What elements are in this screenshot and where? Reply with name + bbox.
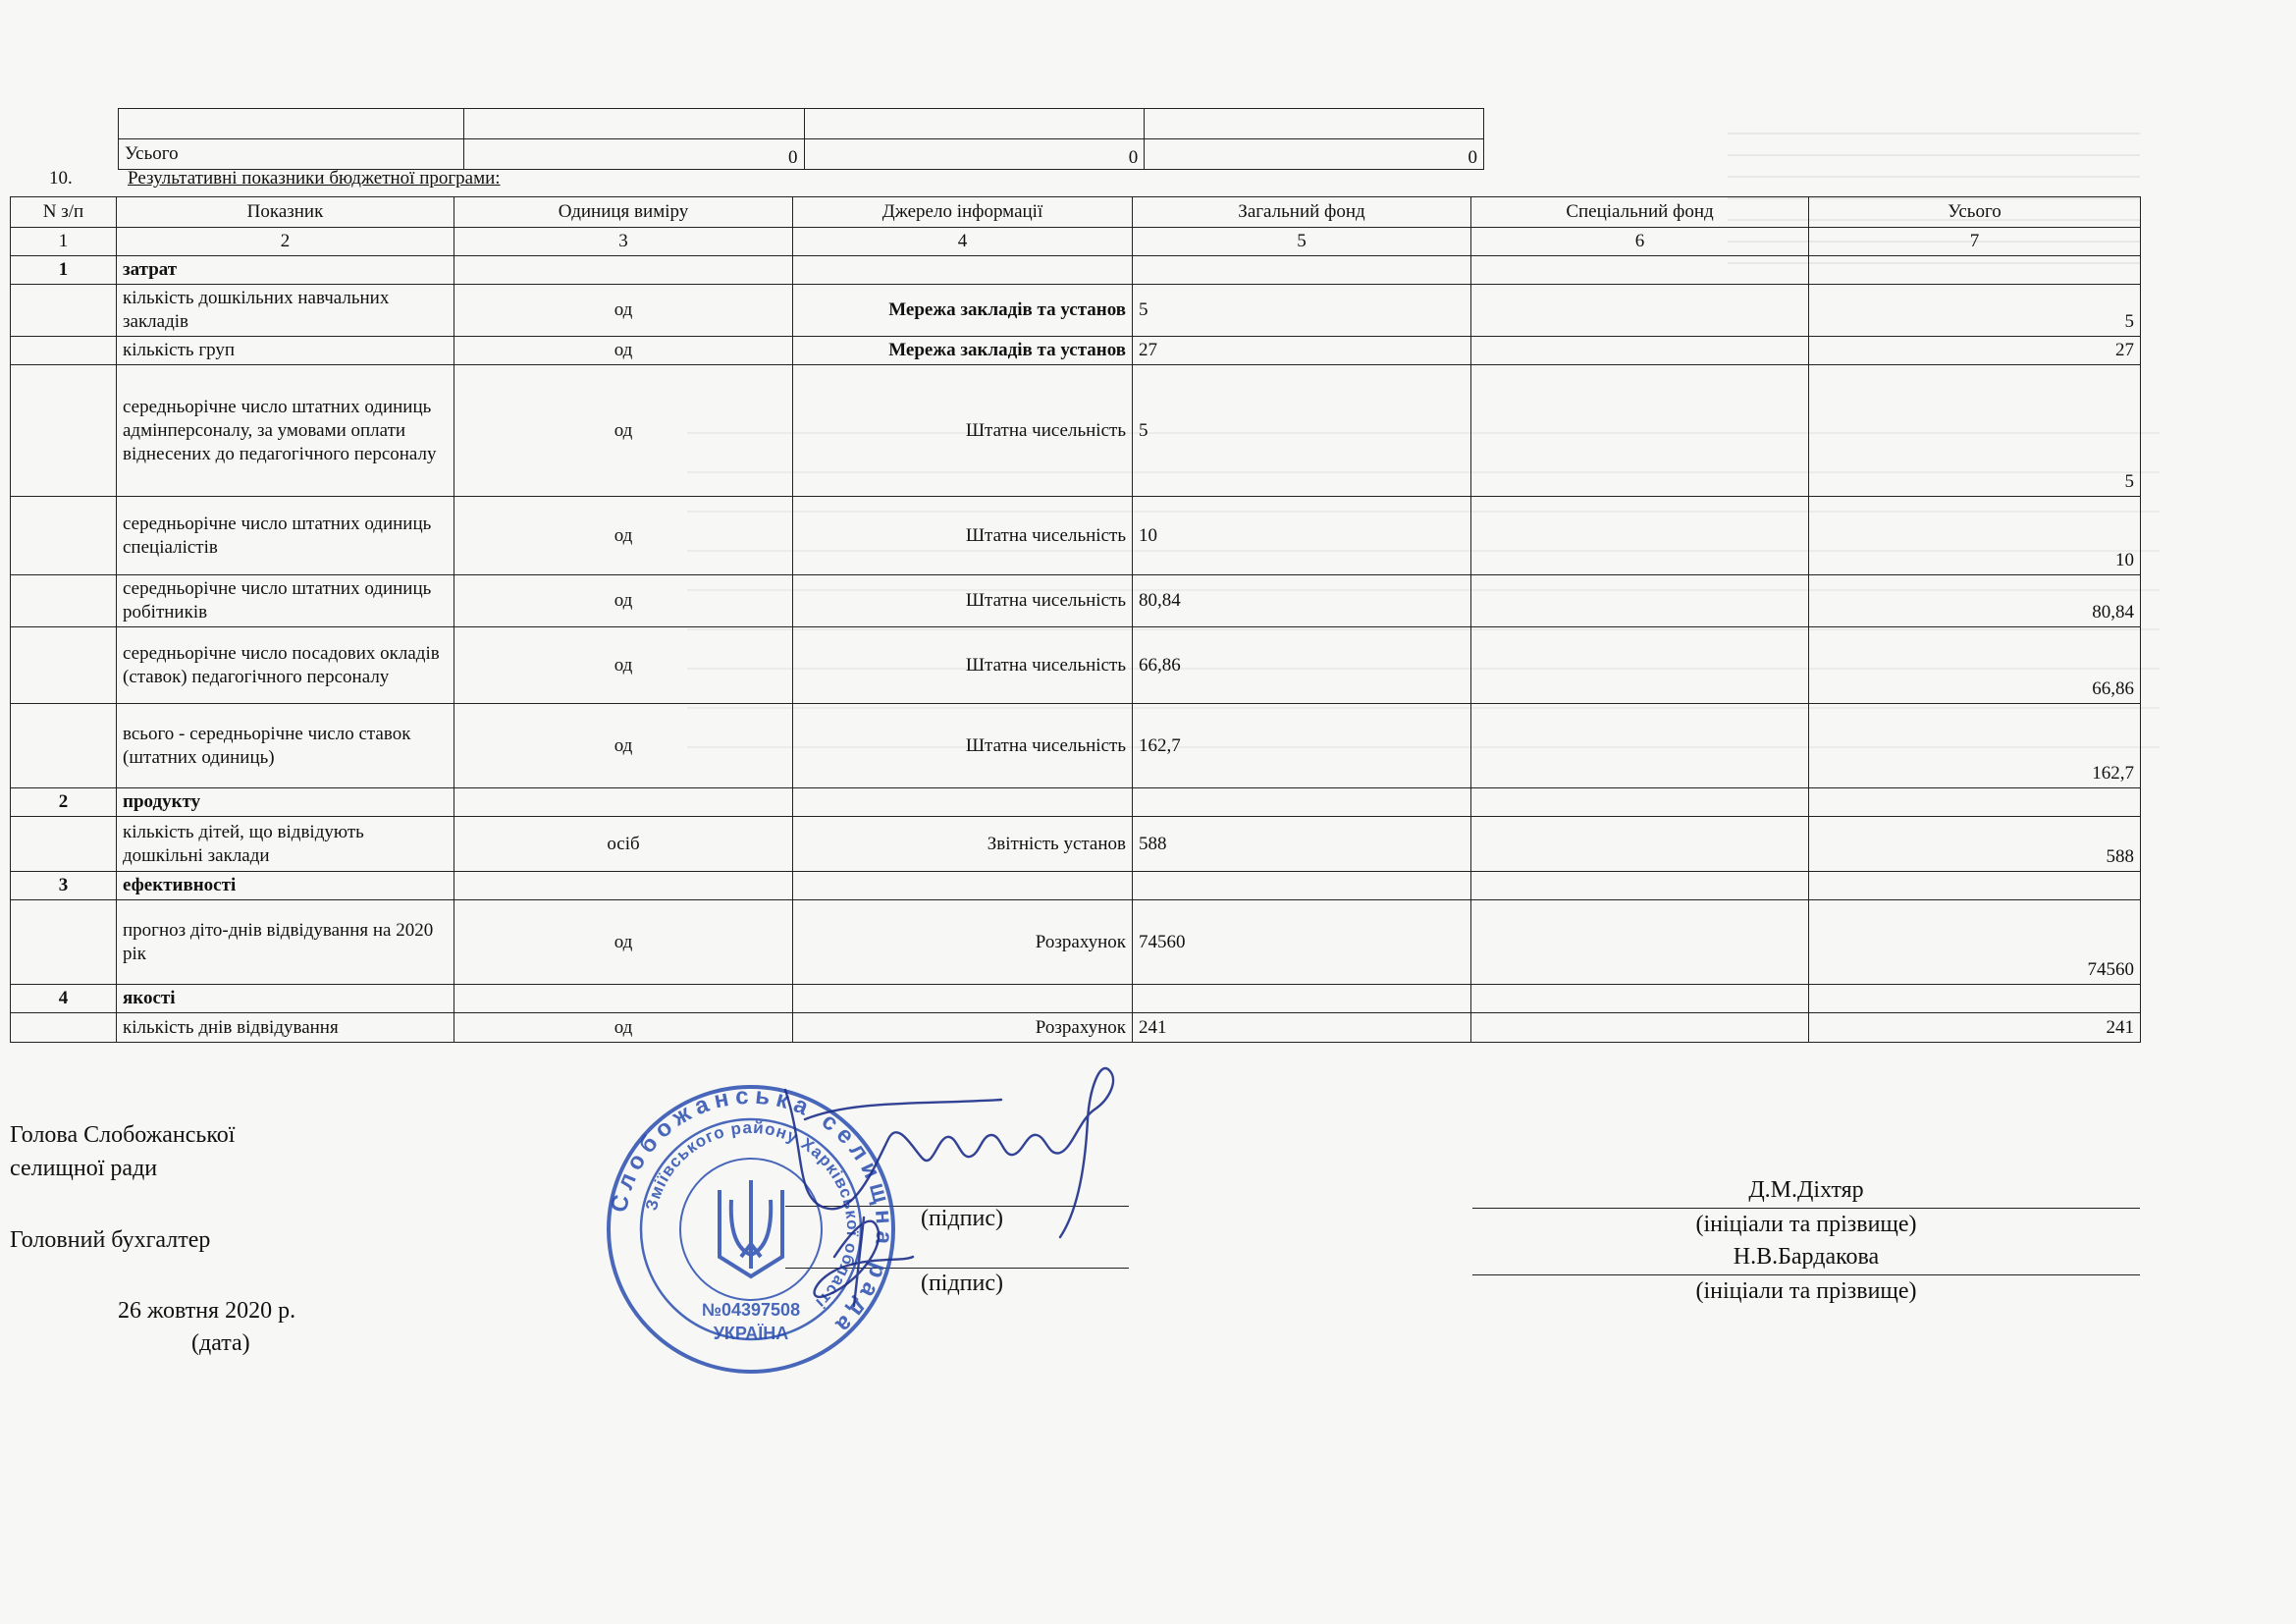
header-cell: Усього — [1809, 197, 2141, 228]
table-row — [11, 575, 2141, 627]
table-row — [11, 337, 2141, 365]
header-cell: Загальний фонд — [1133, 197, 1471, 228]
indicator-name-cell: середньорічне число посадових окладів (ставок) педагогічного персоналу — [117, 627, 454, 704]
total-cell: 162,7 — [1809, 704, 2141, 788]
index-cell: 2 — [117, 228, 454, 256]
number-cell — [11, 704, 117, 788]
date-caption: (дата) — [191, 1330, 250, 1356]
unit-cell: од — [454, 337, 793, 365]
unit-cell: од — [454, 900, 793, 985]
number-cell — [11, 365, 117, 497]
empty-cell — [454, 788, 793, 817]
special-fund-cell — [1471, 704, 1809, 788]
table-row — [11, 627, 2141, 704]
header-cell: Спеціальний фонд — [1471, 197, 1809, 228]
stamp-outer-text: Слобожанська селищна рада — [605, 1082, 898, 1342]
general-fund-cell: 241 — [1133, 1013, 1471, 1043]
index-cell: 3 — [454, 228, 793, 256]
empty-cell — [793, 985, 1133, 1013]
group-row — [11, 788, 2141, 817]
group-number-cell: 1 — [11, 256, 117, 285]
totals-cell-empty — [1145, 109, 1484, 139]
total-cell: 10 — [1809, 497, 2141, 575]
index-cell: 1 — [11, 228, 117, 256]
unit-cell: од — [454, 285, 793, 337]
head-name: Д.М.Діхтяр — [1748, 1177, 1864, 1203]
number-cell — [11, 497, 117, 575]
empty-cell — [1471, 256, 1809, 285]
table-row — [11, 1013, 2141, 1043]
accountant-name: Н.В.Бардакова — [1733, 1244, 1880, 1270]
source-cell: Мережа закладів та установ — [793, 285, 1133, 337]
special-fund-cell — [1471, 337, 1809, 365]
totals-value: 0 — [804, 139, 1145, 170]
indicator-name-cell: середньорічне число штатних одиниць робітників — [117, 575, 454, 627]
source-cell: Штатна чисельність — [793, 627, 1133, 704]
section-heading — [49, 168, 501, 189]
special-fund-cell — [1471, 497, 1809, 575]
indicator-name-cell: кількість груп — [117, 337, 454, 365]
total-cell: 588 — [1809, 817, 2141, 872]
empty-cell — [454, 256, 793, 285]
empty-cell — [793, 872, 1133, 900]
total-cell: 5 — [1809, 285, 2141, 337]
special-fund-cell — [1471, 1013, 1809, 1043]
totals-table — [118, 108, 1484, 170]
total-cell: 66,86 — [1809, 627, 2141, 704]
empty-cell — [793, 788, 1133, 817]
source-cell: Розрахунок — [793, 1013, 1133, 1043]
unit-cell: од — [454, 627, 793, 704]
special-fund-cell — [1471, 365, 1809, 497]
special-fund-cell — [1471, 285, 1809, 337]
handwritten-signature — [766, 1060, 1139, 1316]
group-number-cell: 4 — [11, 985, 117, 1013]
empty-cell — [454, 985, 793, 1013]
empty-cell — [1133, 256, 1471, 285]
unit-cell: осіб — [454, 817, 793, 872]
indicator-name-cell: кількість днів відвідування — [117, 1013, 454, 1043]
header-cell: Джерело інформації — [793, 197, 1133, 228]
empty-cell — [1809, 256, 2141, 285]
indicators-table-body — [11, 256, 2141, 1043]
group-name-cell: якості — [117, 985, 454, 1013]
source-cell: Штатна чисельність — [793, 365, 1133, 497]
total-cell: 241 — [1809, 1013, 2141, 1043]
name-caption: (ініціали та прізвище) — [1695, 1212, 1917, 1237]
number-cell — [11, 337, 117, 365]
special-fund-cell — [1471, 900, 1809, 985]
group-name-cell: продукту — [117, 788, 454, 817]
unit-cell: од — [454, 704, 793, 788]
name-line — [1472, 1208, 2140, 1209]
indicator-name-cell: прогноз діто-днів відвідування на 2020 рік — [117, 900, 454, 985]
header-cell: Показник — [117, 197, 454, 228]
number-cell — [11, 285, 117, 337]
totals-label: Усього — [119, 139, 464, 170]
empty-cell — [1809, 872, 2141, 900]
number-cell — [11, 575, 117, 627]
table-row — [11, 704, 2141, 788]
group-name-cell: затрат — [117, 256, 454, 285]
table-row — [11, 497, 2141, 575]
signature-caption: (підпис) — [920, 1271, 1004, 1296]
empty-cell — [1809, 985, 2141, 1013]
head-title-line1: Голова Слобожанської — [10, 1122, 236, 1148]
totals-value: 0 — [1145, 139, 1484, 170]
special-fund-cell — [1471, 817, 1809, 872]
source-cell: Мережа закладів та установ — [793, 337, 1133, 365]
index-cell: 5 — [1133, 228, 1471, 256]
head-title-line2: селищної ради — [10, 1156, 158, 1181]
general-fund-cell: 5 — [1133, 365, 1471, 497]
general-fund-cell: 10 — [1133, 497, 1471, 575]
empty-cell — [1471, 872, 1809, 900]
total-cell: 74560 — [1809, 900, 2141, 985]
stamp-country: УКРАЇНА — [713, 1324, 789, 1343]
index-cell: 6 — [1471, 228, 1809, 256]
section-number: 10. — [49, 168, 73, 189]
general-fund-cell: 27 — [1133, 337, 1471, 365]
table-row — [11, 285, 2141, 337]
empty-cell — [1133, 872, 1471, 900]
index-cell: 7 — [1809, 228, 2141, 256]
empty-cell — [1133, 788, 1471, 817]
totals-cell-empty — [119, 109, 464, 139]
index-cell: 4 — [793, 228, 1133, 256]
table-row — [11, 365, 2141, 497]
accountant-title: Головний бухгалтер — [10, 1227, 211, 1253]
general-fund-cell: 588 — [1133, 817, 1471, 872]
header-cell: Одиниця виміру — [454, 197, 793, 228]
group-row — [11, 256, 2141, 285]
general-fund-cell: 80,84 — [1133, 575, 1471, 627]
general-fund-cell: 5 — [1133, 285, 1471, 337]
totals-cell-empty — [463, 109, 804, 139]
source-cell: Штатна чисельність — [793, 497, 1133, 575]
stamp-code: №04397508 — [701, 1300, 801, 1320]
unit-cell: од — [454, 497, 793, 575]
source-cell: Штатна чисельність — [793, 704, 1133, 788]
totals-cell-empty — [804, 109, 1145, 139]
group-row — [11, 985, 2141, 1013]
special-fund-cell — [1471, 575, 1809, 627]
header-cell: N з/п — [11, 197, 117, 228]
signature-caption: (підпис) — [920, 1206, 1004, 1231]
indicators-table — [10, 196, 2141, 1043]
general-fund-cell: 74560 — [1133, 900, 1471, 985]
source-cell: Штатна чисельність — [793, 575, 1133, 627]
source-cell: Розрахунок — [793, 900, 1133, 985]
general-fund-cell: 162,7 — [1133, 704, 1471, 788]
unit-cell: од — [454, 575, 793, 627]
total-cell: 80,84 — [1809, 575, 2141, 627]
totals-value: 0 — [463, 139, 804, 170]
group-name-cell: ефективності — [117, 872, 454, 900]
indicator-name-cell: середньорічне число штатних одиниць спеціалістів — [117, 497, 454, 575]
empty-cell — [793, 256, 1133, 285]
unit-cell: од — [454, 1013, 793, 1043]
empty-cell — [1471, 985, 1809, 1013]
number-cell — [11, 1013, 117, 1043]
table-row — [11, 900, 2141, 985]
name-caption: (ініціали та прізвище) — [1695, 1278, 1917, 1304]
stamp-inner-text: Зміївського району Харківської області — [642, 1117, 863, 1313]
document-date: 26 жовтня 2020 р. — [118, 1298, 296, 1324]
general-fund-cell: 66,86 — [1133, 627, 1471, 704]
group-number-cell: 2 — [11, 788, 117, 817]
section-title: Результативні показники бюджетної програми: — [128, 168, 501, 189]
empty-cell — [1809, 788, 2141, 817]
empty-cell — [1133, 985, 1471, 1013]
group-row — [11, 872, 2141, 900]
indicator-name-cell: кількість дітей, що відвідують дошкільні заклади — [117, 817, 454, 872]
empty-cell — [1471, 788, 1809, 817]
indicator-name-cell: всього - середньорічне число ставок (штатних одиниць) — [117, 704, 454, 788]
total-cell: 5 — [1809, 365, 2141, 497]
indicator-name-cell: середньорічне число штатних одиниць адмінперсоналу, за умовами оплати віднесених до педагогічного персоналу — [117, 365, 454, 497]
number-cell — [11, 817, 117, 872]
indicator-name-cell: кількість дошкільних навчальних закладів — [117, 285, 454, 337]
table-row — [11, 817, 2141, 872]
number-cell — [11, 900, 117, 985]
total-cell: 27 — [1809, 337, 2141, 365]
unit-cell: од — [454, 365, 793, 497]
number-cell — [11, 627, 117, 704]
source-cell: Звітність установ — [793, 817, 1133, 872]
special-fund-cell — [1471, 627, 1809, 704]
group-number-cell: 3 — [11, 872, 117, 900]
name-line — [1472, 1274, 2140, 1275]
empty-cell — [454, 872, 793, 900]
